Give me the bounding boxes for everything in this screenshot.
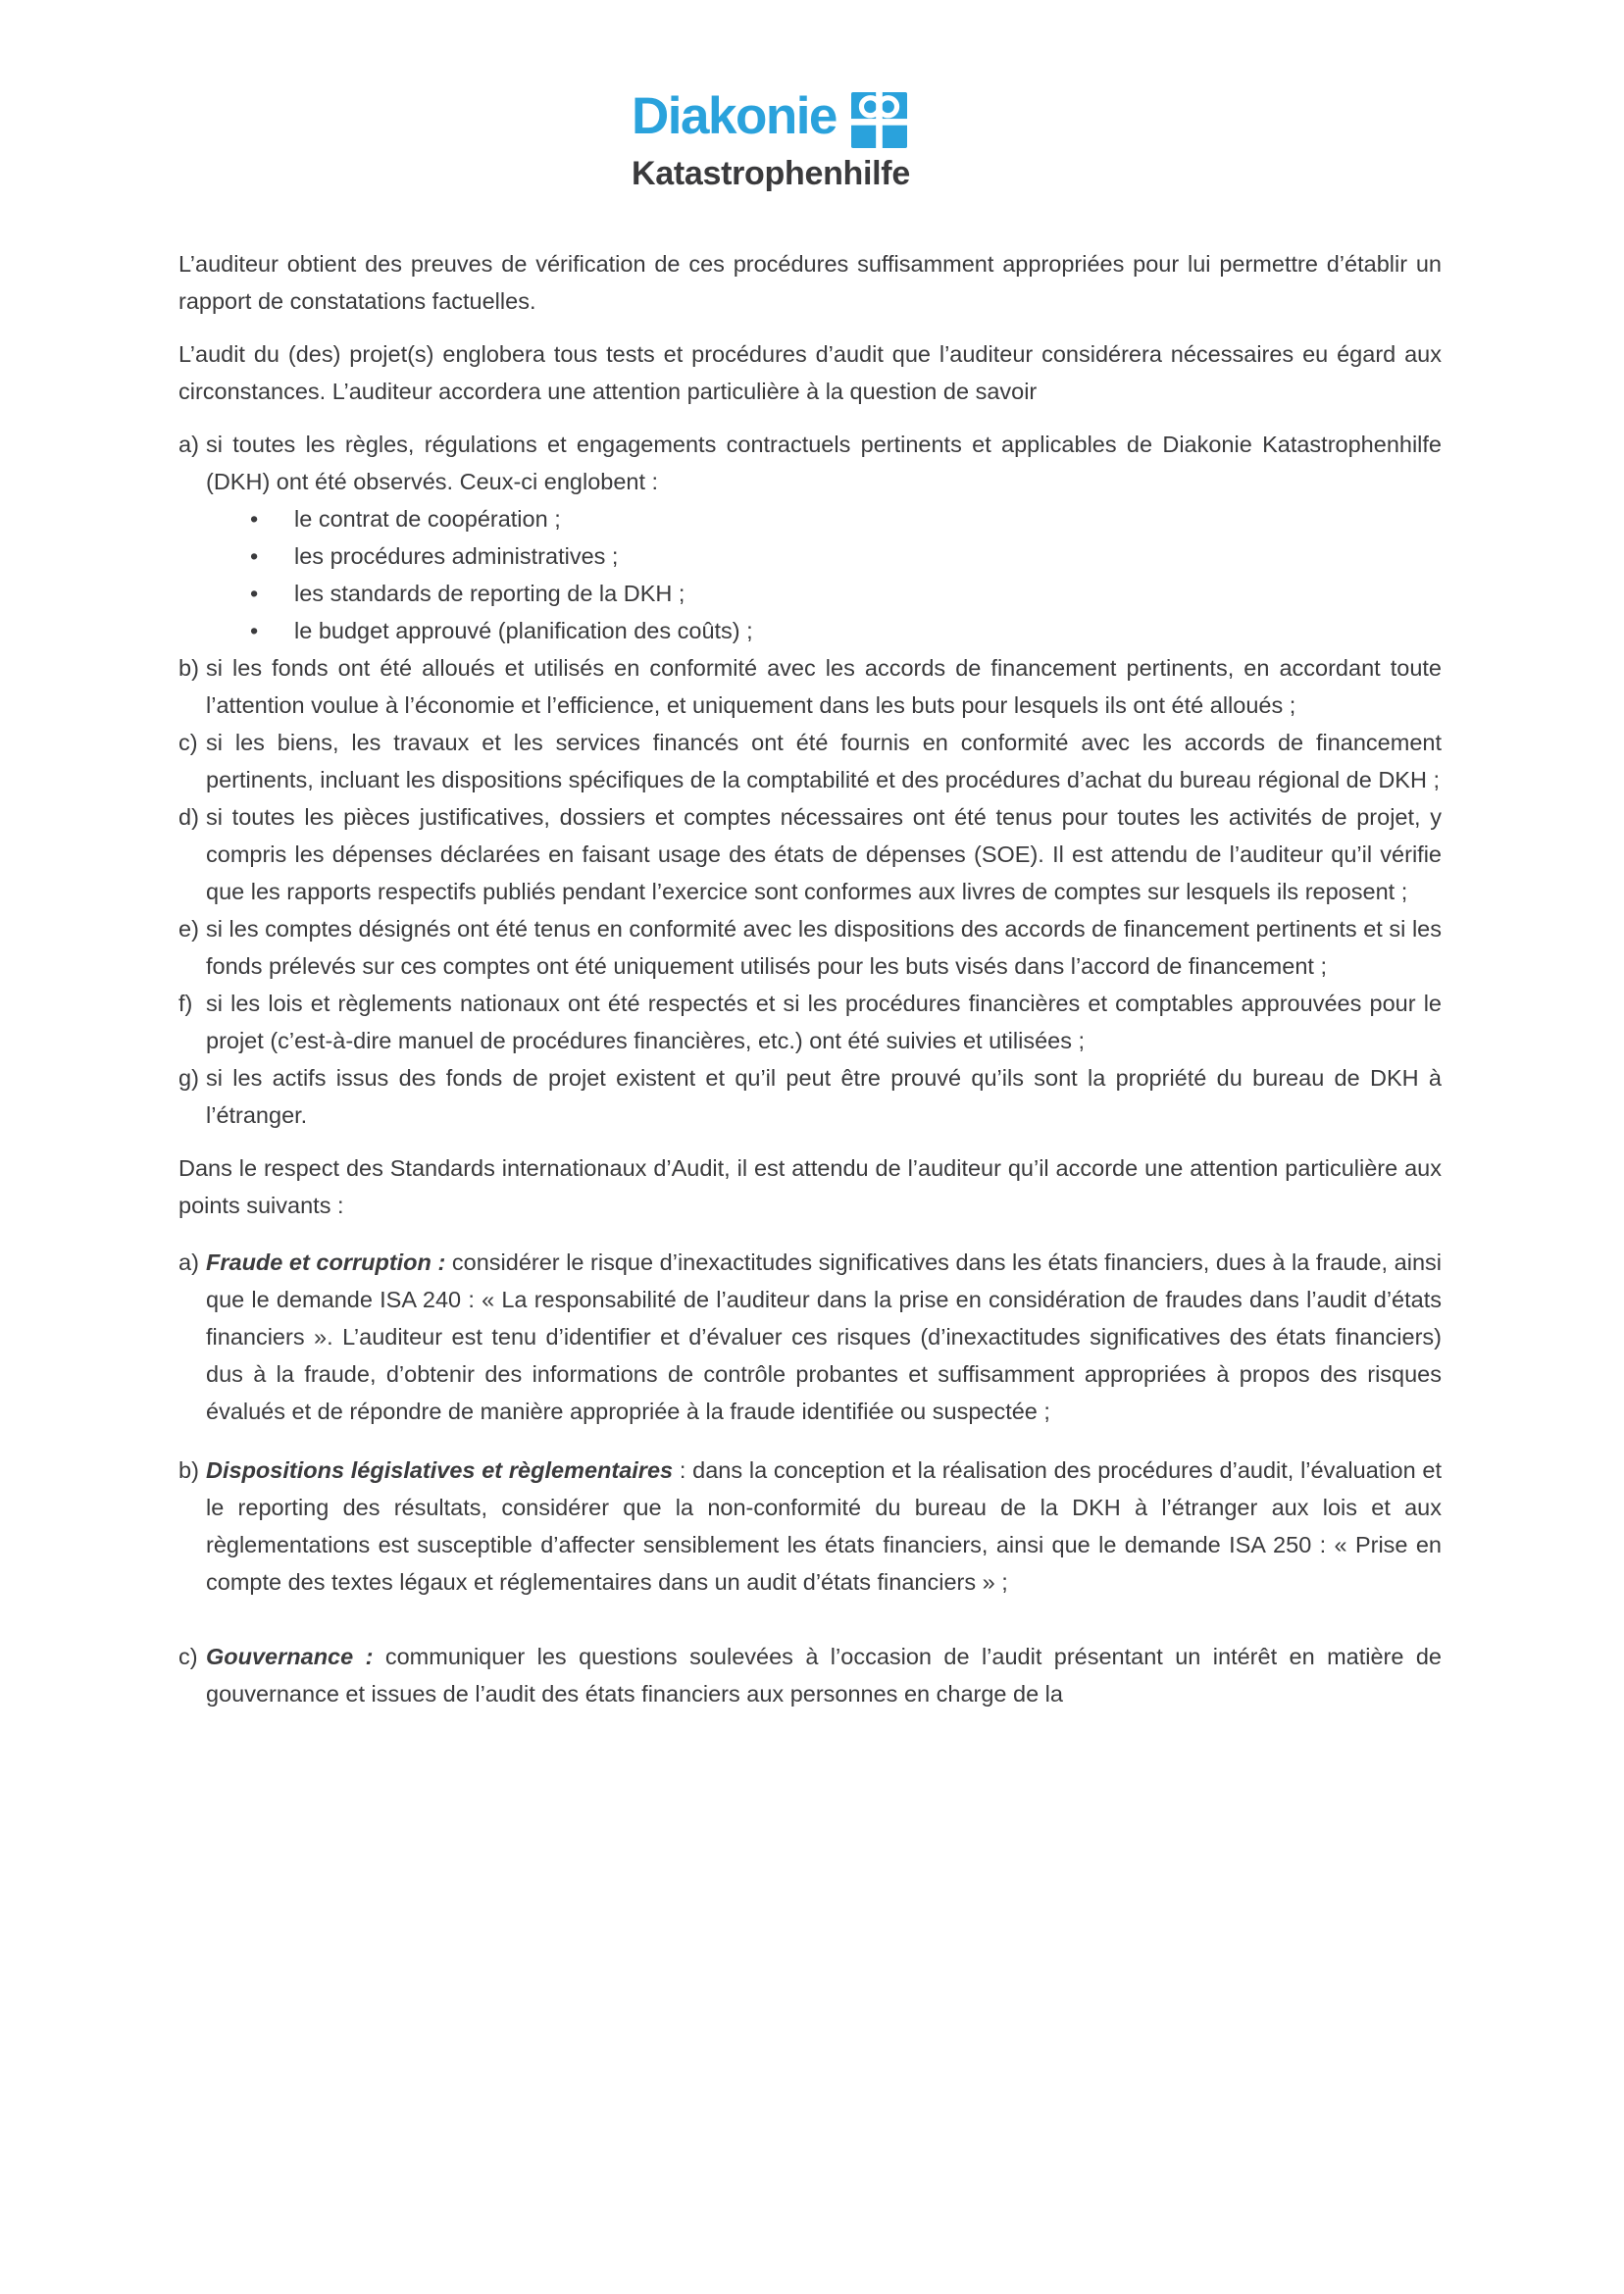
list-item-lead: Dispositions législatives et règlementaires	[206, 1457, 674, 1483]
list-item-e	[178, 910, 1442, 985]
logo	[632, 87, 910, 192]
paragraph: L’auditeur obtient des preuves de vérification de ces procédures suffisamment appropriées pour lui permettre d’établir un rapport de constatations factuelles.	[178, 251, 1442, 314]
list-item-text: si les lois et règlements nationaux ont été respectés et si les procédures financières et comptables approuvées pour le projet (c’est-à-dire manuel de procédures financières, etc.) ont été suivies et utilisées ;	[206, 991, 1442, 1053]
list-item-rest: considérer le risque d’inexactitudes significatives dans les états financiers, dues à la fraude, ainsi que le demande ISA 240 : « La responsabilité de l’auditeur dans la prise en considération de fraudes dans l’audit d’états financiers ». L’auditeur est tenu d’identifier et d’évaluer ces risques (d’inexactitudes significatives des états financiers) dus à la fraude, d’obtenir des informations de contrôle probantes et suffisamment appropriées à propos des risques évalués et de répondre de manière appropriée à la fraude identifiée ou suspectée ;	[206, 1249, 1442, 1424]
bullet-item	[206, 537, 1442, 575]
bullet-icon: •	[250, 543, 259, 569]
list-item-text: si les actifs issus des fonds de projet existent et qu’il peut être prouvé qu’ils sont la propriété du bureau de DKH à l’étranger.	[206, 1065, 1442, 1128]
list-item-text: si les fonds ont été alloués et utilisés en conformité avec les accords de financement pertinents, en accordant toute l’attention voulue à l’économie et l’efficience, et uniquement dans les buts pour lesquels ils ont été alloués ;	[206, 655, 1442, 718]
list-item-label: b)	[178, 655, 199, 681]
lettered-list-2	[178, 1244, 1442, 1712]
list-item-lead: Fraude et corruption :	[206, 1249, 452, 1275]
list-item-label: c)	[178, 730, 198, 755]
list-item-label: f)	[178, 991, 193, 1016]
list-item-text	[206, 1638, 1442, 1712]
list-item-text: si les comptes désignés ont été tenus en conformité avec les dispositions des accords de financement pertinents et si les fonds prélevés sur ces comptes ont été uniquement utilisés pour les buts visés dans l’accord de financement ;	[206, 916, 1442, 979]
paragraph: L’audit du (des) projet(s) englobera tous tests et procédures d’audit que l’auditeur considérera nécessaires eu égard aux circonstances. L’auditeur accordera une attention particulière à la question de savoir	[178, 341, 1442, 404]
list-item-label: b)	[178, 1457, 199, 1483]
bullet-text: les procédures administratives ;	[294, 543, 619, 569]
document-body	[178, 245, 1442, 1734]
bullet-item	[206, 500, 1442, 537]
bullet-item	[206, 612, 1442, 649]
bullet-text: le budget approuvé (planification des coûts) ;	[294, 618, 753, 643]
list-item-label: e)	[178, 916, 199, 942]
bullet-icon: •	[250, 618, 259, 643]
bullet-icon: •	[250, 581, 259, 606]
list-item-text: si toutes les règles, régulations et engagements contractuels pertinents et applicables de Diakonie Katastrophenhilfe (DKH) ont été observés. Ceux-ci englobent :	[206, 432, 1442, 494]
list-item-text	[206, 1452, 1442, 1601]
list-item-fraude	[178, 1244, 1442, 1430]
list-item-c	[178, 724, 1442, 798]
list-item-label: a)	[178, 1249, 199, 1275]
lettered-list-1	[178, 426, 1442, 1134]
list-item-rest: communiquer les questions soulevées à l’occasion de l’audit présentant un intérêt en matière de gouvernance et issues de l’audit des états financiers aux personnes en charge de la	[206, 1644, 1442, 1707]
list-item-g	[178, 1059, 1442, 1134]
list-item-text: si les biens, les travaux et les services financés ont été fournis en conformité avec les accords de financement pertinents, incluant les dispositions spécifiques de la comptabilité et des procédures d’achat du bureau régional de DKH ;	[206, 730, 1442, 792]
list-item-text: si toutes les pièces justificatives, dossiers et comptes nécessaires ont été tenus pour toutes les activités de projet, y compris les dépenses déclarées en faisant usage des états de dépenses (SOE). Il est attendu de l’auditeur qu’il vérifie que les rapports respectifs publiés pendant l’exercice sont conformes aux livres de comptes sur lesquels ils reposent ;	[206, 804, 1442, 904]
brand-wordmark: Diakonie	[632, 87, 837, 145]
list-item-label: g)	[178, 1065, 199, 1091]
diakonie-crown-cross-icon	[851, 92, 907, 148]
list-item-dispositions	[178, 1452, 1442, 1601]
list-item-f	[178, 985, 1442, 1059]
list-item-text	[206, 1244, 1442, 1430]
list-item-label: c)	[178, 1644, 198, 1669]
bullet-list	[206, 500, 1442, 649]
list-item-lead: Gouvernance :	[206, 1644, 385, 1669]
list-item-d	[178, 798, 1442, 910]
list-item-label: a)	[178, 432, 199, 457]
bullet-text: le contrat de coopération ;	[294, 506, 561, 532]
list-item-a	[178, 426, 1442, 649]
list-item-b	[178, 649, 1442, 724]
paragraph-standards-intro: Dans le respect des Standards internationaux d’Audit, il est attendu de l’auditeur qu’il accorde une attention particulière aux points suivants :	[178, 1155, 1442, 1218]
list-item-rest: : dans la conception et la réalisation des procédures d’audit, l’évaluation et le reporting des résultats, considérer que la non-conformité du bureau de la DKH à l’étranger aux lois et aux règlementations est susceptible d’affecter sensiblement les états financiers, ainsi que le demande ISA 250 : « Prise en compte des textes légaux et réglementaires dans un audit d’états financiers » ;	[206, 1457, 1443, 1595]
subbrand-wordmark: Katastrophenhilfe	[632, 155, 910, 192]
list-item-label: d)	[178, 804, 199, 830]
list-item-gouvernance	[178, 1638, 1442, 1712]
bullet-icon: •	[250, 506, 259, 532]
bullet-text: les standards de reporting de la DKH ;	[294, 581, 685, 606]
bullet-item	[206, 575, 1442, 612]
